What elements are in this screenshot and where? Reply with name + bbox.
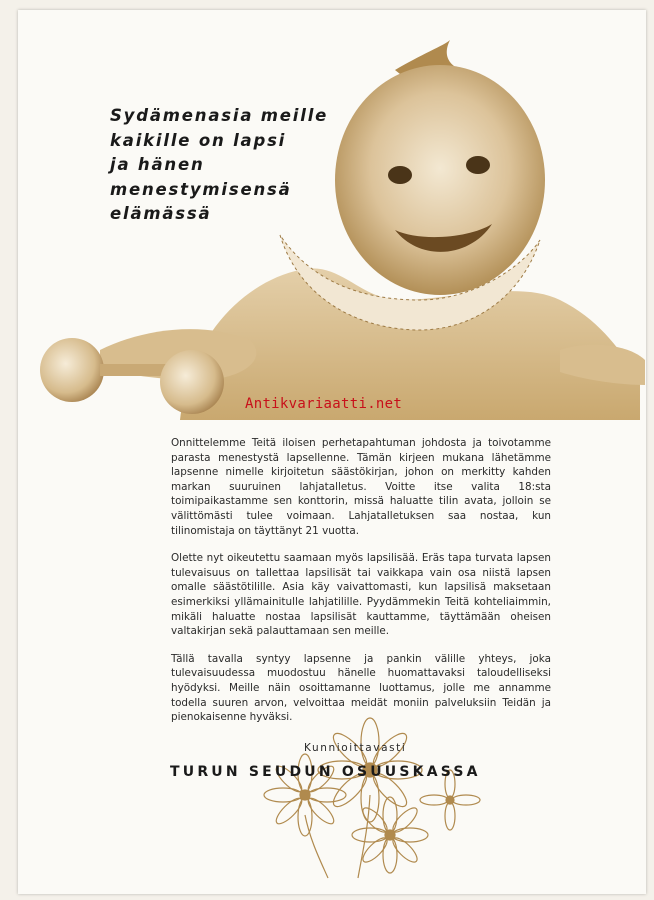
- eye-right: [466, 156, 490, 174]
- signature: TURUN SEUDUN OSUUSKASSA: [170, 764, 481, 780]
- rattle-handle: [100, 364, 170, 376]
- rattle-ball-right: [160, 350, 224, 414]
- watermark-text: Antikvariaatti.net: [245, 396, 403, 412]
- headline-line: menestymisensä: [110, 179, 292, 199]
- headline-line: elämässä: [110, 204, 212, 223]
- letter-body: [171, 436, 551, 738]
- headline-line: Sydämenasia meille: [110, 106, 329, 125]
- rattle-ball-left: [40, 338, 104, 402]
- eye-left: [388, 166, 412, 184]
- headline-line: kaikille on lapsi: [110, 130, 287, 150]
- closing-salutation: Kunnioittavasti: [304, 742, 407, 754]
- paragraph: Olette nyt oikeutettu saamaan myös lapsilisää. Eräs tapa turvata lapsen tulevaisuus on tallettaa lapsilisät tai vaikkapa vain osa niistä lapsen omalle säästötilille. Asia käy vaivattomasti, kun lapsilisä maksetaan esimerkiksi yllämainitulle lahjatilille. Pyydämmekin Teitä kohteliaimmin, mikäli haluatte nostaa lapsilisät kauttamme, täyttämään oheisen valtakirjan sekä palauttamaan sen meille.: [171, 552, 551, 638]
- headline-line: ja hänen: [110, 155, 205, 174]
- baby-face: [335, 65, 545, 295]
- headline: [110, 104, 328, 227]
- paragraph: Onnittelemme Teitä iloisen perhetapahtuman johdosta ja toivotamme parasta menestystä lapsellenne. Tämän kirjeen mukana lähetämme lapsenne nimelle kirjoitetun säästökirjan, johon on merkitty kahden markan suuruinen lahjatalletus. Voitte itse valita 18:sta toimipaikastamme sen konttorin, missä haluatte tilin avata, jolloin se välittömästi tulee voimaan. Lahjatalletuksen saa nostaa, kun tilinomistaja on täyttänyt 21 vuotta.: [171, 437, 551, 537]
- paragraph: Tällä tavalla syntyy lapsenne ja pankin välille yhteys, joka tulevaisuudessa muodostuu hänelle huomattavaksi taloudelliseksi hyödyksi. Meille näin osoittamanne luottamus, jolle me annamme todella suuren arvon, velvoittaa meidät moniin palveluksiin Teidän ja pienokaisenne hyväksi.: [171, 652, 551, 724]
